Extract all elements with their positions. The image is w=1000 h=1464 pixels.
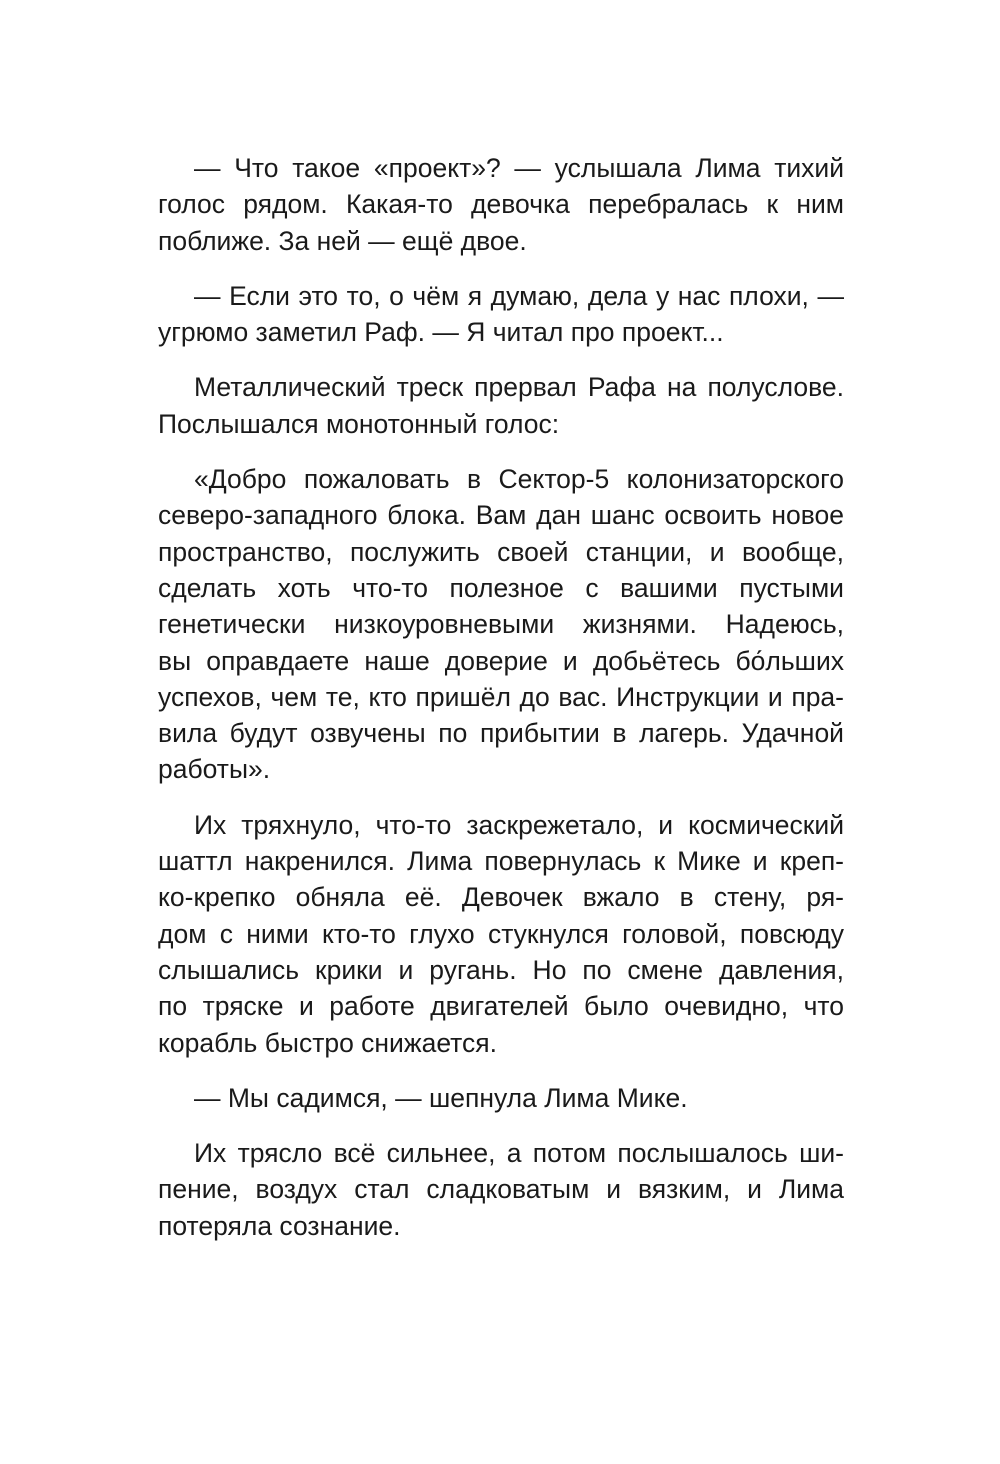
text-line: вы оправдаете наше доверие и добьётесь бо́льших — [158, 645, 844, 676]
text-line: — Мы садимся, — шепнула Лима Мике. — [194, 1082, 688, 1113]
text-line: — Что такое «проект»? — услышала Лима тихий — [194, 153, 844, 183]
text-line: успехов, чем те, кто пришёл до вас. Инструкции и пра- — [158, 681, 844, 712]
text-line: угрюмо заметил Раф. — Я читал про проект... — [158, 317, 724, 348]
text-line: «Добро пожаловать в Сектор-5 колонизаторского — [194, 464, 844, 495]
paragraph-2 — [158, 278, 844, 351]
text-line: пространство, послужить своей станции, и вообще, — [158, 536, 844, 567]
text-line: корабль быстро снижается. — [158, 1027, 497, 1058]
text-line: пение, воздух стал сладковатым и вязким, и Лима — [158, 1174, 844, 1205]
paragraph-5 — [158, 807, 844, 1061]
text-line: потеряла сознание. — [158, 1210, 401, 1241]
text-line: голос рядом. Какая-то девочка перебралась к ним — [158, 189, 844, 220]
text-line: генетически низкоуровневыми жизнями. Надеюсь, — [158, 609, 844, 640]
text-line: — Если это то, о чём я думаю, дела у нас плохи, — — [194, 280, 844, 311]
paragraph-6 — [158, 1080, 844, 1116]
text-line: Их трясло всё сильнее, а потом послышалось ши- — [194, 1138, 844, 1169]
text-line: шаттл накренился. Лима повернулась к Мике и креп- — [158, 846, 844, 877]
paragraph-7 — [158, 1135, 844, 1244]
text-line: вила будут озвучены по прибытии в лагерь. Удачной — [158, 718, 844, 749]
text-line: Послышался монотонный голос: — [158, 408, 560, 439]
text-line: дом с ними кто-то глухо стукнулся головой, повсюду — [158, 918, 844, 949]
body-text — [158, 150, 844, 1263]
text-line: сделать хоть что-то полезное с вашими пустыми — [158, 572, 844, 603]
paragraph-3 — [158, 369, 844, 442]
text-line: слышались крики и ругань. Но по смене давления, — [158, 954, 844, 985]
text-line: поближе. За ней — ещё двое. — [158, 225, 527, 256]
paragraph-4 — [158, 461, 844, 788]
text-line: ко-крепко обняла её. Девочек вжало в стену, ря- — [158, 882, 844, 913]
text-line: по тряске и работе двигателей было очевидно, что — [158, 991, 844, 1022]
paragraph-1 — [158, 150, 844, 259]
text-line: работы». — [158, 754, 271, 785]
text-line: Металлический треск прервал Рафа на полуслове. — [194, 372, 844, 403]
text-line: северо-западного блока. Вам дан шанс освоить новое — [158, 500, 844, 531]
text-line: Их тряхнуло, что-то заскрежетало, и космический — [194, 809, 844, 840]
